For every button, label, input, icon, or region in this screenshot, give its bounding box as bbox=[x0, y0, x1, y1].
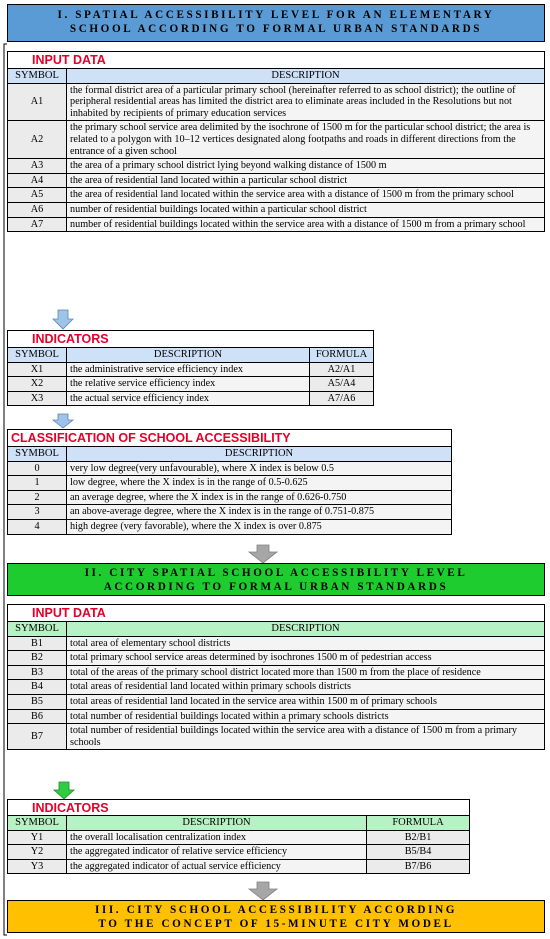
row-description: the formal district area of a particular primary school (hereinafter referred to as school district); the outline of peripheral residential areas has limited the district area to eliminate areas included in the Resolutions but not inhabited by recipients of primary education services bbox=[67, 83, 545, 121]
table-row bbox=[8, 202, 545, 217]
table-row bbox=[8, 159, 545, 174]
row-symbol: A3 bbox=[8, 159, 67, 174]
section1-input-heading-text: INPUT DATA bbox=[32, 53, 106, 67]
row-symbol: B3 bbox=[8, 665, 67, 680]
arrow-down-icon bbox=[54, 782, 74, 799]
row-symbol: 4 bbox=[8, 519, 67, 534]
row-symbol: A4 bbox=[8, 173, 67, 188]
table-row bbox=[8, 391, 374, 406]
row-symbol: A7 bbox=[8, 217, 67, 232]
section1-indicators-heading bbox=[7, 330, 374, 347]
table-row bbox=[8, 461, 452, 476]
row-description: total number of residential buildings located within a primary schools districts bbox=[67, 709, 545, 724]
section2-input-table bbox=[7, 621, 545, 750]
row-symbol: X1 bbox=[8, 362, 67, 377]
table-row bbox=[8, 519, 452, 534]
section2-indicators-heading bbox=[7, 799, 470, 815]
row-description: an average degree, where the X index is in the range of 0.626-0.750 bbox=[67, 490, 452, 505]
row-description: the aggregated indicator of relative service efficiency bbox=[67, 845, 367, 860]
row-description: the relative service efficiency index bbox=[67, 377, 310, 392]
row-symbol: B2 bbox=[8, 651, 67, 666]
table-row bbox=[8, 680, 545, 695]
table-row bbox=[8, 505, 452, 520]
row-formula: A5/A4 bbox=[310, 377, 374, 392]
section1-banner bbox=[7, 4, 545, 42]
row-description: number of residential buildings located within a particular school district bbox=[67, 202, 545, 217]
row-formula: A2/A1 bbox=[310, 362, 374, 377]
section2-indicators-table bbox=[7, 815, 470, 874]
col-description: DESCRIPTION bbox=[67, 816, 367, 831]
section1-title-line1: I. SPATIAL ACCESSIBILITY LEVEL FOR AN ELEMENTARY bbox=[57, 9, 495, 21]
col-description: DESCRIPTION bbox=[67, 622, 545, 637]
arrow-down-icon bbox=[53, 414, 73, 428]
row-symbol: A6 bbox=[8, 202, 67, 217]
col-symbol: SYMBOL bbox=[8, 447, 67, 462]
row-symbol: A5 bbox=[8, 188, 67, 203]
row-description: number of residential buildings located within the service area with a distance of 1500 m from a primary school bbox=[67, 217, 545, 232]
row-description: total area of elementary school districts bbox=[67, 636, 545, 651]
table-row bbox=[8, 476, 452, 491]
row-description: the actual service efficiency index bbox=[67, 391, 310, 406]
section2-banner bbox=[7, 563, 545, 596]
row-description: total of the areas of the primary school district located more than 1500 m from the place of residence bbox=[67, 665, 545, 680]
table-row bbox=[8, 490, 452, 505]
row-description: an above-average degree, where the X index is in the range of 0.751-0.875 bbox=[67, 505, 452, 520]
row-symbol: A1 bbox=[8, 83, 67, 121]
table-row bbox=[8, 636, 545, 651]
table-row bbox=[8, 83, 545, 121]
row-description: the aggregated indicator of actual service efficiency bbox=[67, 859, 367, 874]
row-symbol: B5 bbox=[8, 694, 67, 709]
table-row bbox=[8, 651, 545, 666]
row-symbol: X2 bbox=[8, 377, 67, 392]
row-description: total areas of residential land located within primary schools districts bbox=[67, 680, 545, 695]
table-row bbox=[8, 362, 374, 377]
table-row bbox=[8, 845, 470, 860]
section1-classification-table bbox=[7, 446, 452, 535]
section2-title-line1: II. CITY SPATIAL SCHOOL ACCESSIBILITY LEVEL bbox=[84, 567, 468, 579]
row-description: high degree (very favorable), where the X index is over 0.875 bbox=[67, 519, 452, 534]
section1-indicators-heading-text: INDICATORS bbox=[32, 332, 109, 346]
row-formula: B5/B4 bbox=[367, 845, 470, 860]
row-description: the primary school service area delimited by the isochrone of 1500 m for the particular school district; the area is related to a polygon with 10–12 vertices designated along footpaths and roads in different directions from the entrance of a given school bbox=[67, 121, 545, 159]
table-row bbox=[8, 377, 374, 392]
row-description: total areas of residential land located in the service area within 1500 m of primary schools bbox=[67, 694, 545, 709]
section1-input-heading bbox=[7, 51, 545, 68]
table-row bbox=[8, 859, 470, 874]
section2-indicators-heading-text: INDICATORS bbox=[32, 801, 109, 815]
arrow-down-icon bbox=[53, 310, 73, 329]
row-description: very low degree(very unfavourable), where X index is below 0.5 bbox=[67, 461, 452, 476]
row-symbol: B1 bbox=[8, 636, 67, 651]
row-description: low degree, where the X index is in the range of 0.5-0.625 bbox=[67, 476, 452, 491]
row-symbol: X3 bbox=[8, 391, 67, 406]
row-symbol: 2 bbox=[8, 490, 67, 505]
row-formula: B7/B6 bbox=[367, 859, 470, 874]
col-symbol: SYMBOL bbox=[8, 69, 67, 84]
section1-input-table bbox=[7, 68, 545, 232]
row-description: the area of residential land located within the service area with a distance of 1500 m from the primary school bbox=[67, 188, 545, 203]
table-row bbox=[8, 173, 545, 188]
row-symbol: Y2 bbox=[8, 845, 67, 860]
row-symbol: 0 bbox=[8, 461, 67, 476]
table-row bbox=[8, 188, 545, 203]
row-formula: A7/A6 bbox=[310, 391, 374, 406]
col-description: DESCRIPTION bbox=[67, 69, 545, 84]
col-description: DESCRIPTION bbox=[67, 348, 310, 363]
row-symbol: B6 bbox=[8, 709, 67, 724]
col-symbol: SYMBOL bbox=[8, 348, 67, 363]
row-symbol: Y3 bbox=[8, 859, 67, 874]
table-row bbox=[8, 830, 470, 845]
col-description: DESCRIPTION bbox=[67, 447, 452, 462]
col-formula: FORMULA bbox=[367, 816, 470, 831]
col-symbol: SYMBOL bbox=[8, 622, 67, 637]
table-row bbox=[8, 665, 545, 680]
section1-indicators-table bbox=[7, 347, 374, 406]
section3-title-line2: TO THE CONCEPT OF 15-MINUTE CITY MODEL bbox=[98, 918, 454, 930]
section1-classification-heading bbox=[7, 429, 452, 446]
table-row bbox=[8, 724, 545, 750]
row-symbol: Y1 bbox=[8, 830, 67, 845]
table-row bbox=[8, 694, 545, 709]
section1-title-line2: SCHOOL ACCORDING TO FORMAL URBAN STANDARDS bbox=[69, 23, 483, 35]
col-symbol: SYMBOL bbox=[8, 816, 67, 831]
row-description: the overall localisation centralization index bbox=[67, 830, 367, 845]
row-symbol: B7 bbox=[8, 724, 67, 750]
row-formula: B2/B1 bbox=[367, 830, 470, 845]
section1-classification-heading-text: CLASSIFICATION OF SCHOOL ACCESSIBILITY bbox=[11, 431, 291, 445]
table-row bbox=[8, 217, 545, 232]
row-description: the administrative service efficiency index bbox=[67, 362, 310, 377]
row-description: total primary school service areas determined by isochrones 1500 m of pedestrian access bbox=[67, 651, 545, 666]
table-row bbox=[8, 121, 545, 159]
row-symbol: A2 bbox=[8, 121, 67, 159]
table-row bbox=[8, 709, 545, 724]
section3-title-line1: III. CITY SCHOOL ACCESSIBILITY ACCORDING bbox=[94, 904, 458, 916]
section2-title-line2: ACCORDING TO FORMAL URBAN STANDARDS bbox=[103, 581, 449, 593]
row-description: total number of residential buildings located within the service area with a distance of 1500 m from a primary schools bbox=[67, 724, 545, 750]
arrow-down-icon bbox=[249, 545, 277, 563]
row-symbol: 3 bbox=[8, 505, 67, 520]
arrow-down-icon bbox=[249, 882, 277, 900]
section2-input-heading bbox=[7, 604, 545, 621]
row-symbol: 1 bbox=[8, 476, 67, 491]
section2-input-heading-text: INPUT DATA bbox=[32, 606, 106, 620]
row-description: the area of a primary school district lying beyond walking distance of 1500 m bbox=[67, 159, 545, 174]
col-formula: FORMULA bbox=[310, 348, 374, 363]
section3-banner bbox=[7, 900, 545, 933]
row-symbol: B4 bbox=[8, 680, 67, 695]
row-description: the area of residential land located within a particular school district bbox=[67, 173, 545, 188]
green-arrows bbox=[54, 782, 74, 799]
